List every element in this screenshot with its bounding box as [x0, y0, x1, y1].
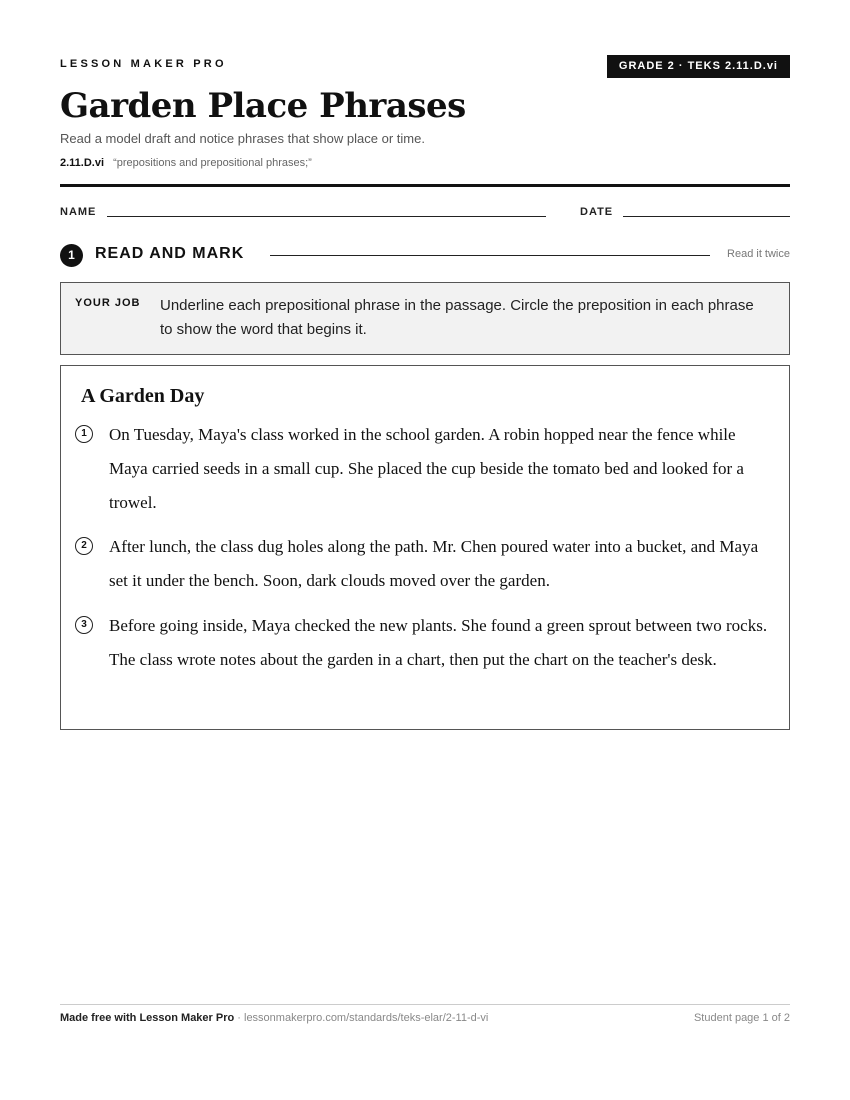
- paragraph-text: On Tuesday, Maya's class worked in the school garden. A robin hopped near the fence while Maya carried seeds in a small cup. She placed the cup beside the tomato bed and looked for a trowel.: [109, 425, 744, 512]
- standard-text: “prepositions and prepositional phrases;”: [113, 157, 312, 169]
- name-field-line[interactable]: [107, 216, 546, 217]
- section-divider: [270, 255, 710, 256]
- section-number-badge: 1: [60, 244, 83, 267]
- date-label: DATE: [580, 206, 614, 218]
- footer-made-with: Made free with Lesson Maker Pro: [60, 1012, 235, 1024]
- instructions-text: Underline each prepositional phrase in the passage. Circle the preposition in each phrase to show the word that begins it.: [160, 297, 754, 338]
- paragraph-text: After lunch, the class dug holes along the path. Mr. Chen poured water into a bucket, and Maya set it under the bench. Soon, dark clouds moved over the garden.: [109, 537, 759, 590]
- footer-separator: ·: [234, 1012, 244, 1024]
- paragraph-number-badge: 2: [75, 537, 93, 555]
- grade-badge: GRADE 2 · TEKS 2.11.D.vi: [607, 55, 790, 78]
- passage-title: A Garden Day: [81, 385, 205, 407]
- date-field-line[interactable]: [623, 216, 790, 217]
- passage-box: [60, 365, 790, 730]
- page-subtitle: Read a model draft and notice phrases that show place or time.: [60, 131, 425, 146]
- worksheet-page: [60, 0, 790, 1100]
- standard-reference: [60, 157, 312, 169]
- name-label: NAME: [60, 206, 97, 218]
- footer-page-number: Student page 1 of 2: [693, 1012, 790, 1024]
- section-title: READ AND MARK: [95, 245, 245, 262]
- paragraph-number-badge: 1: [75, 425, 93, 443]
- footer-credit: [60, 1012, 488, 1024]
- footer-divider: [60, 1004, 790, 1005]
- instructions-label: YOUR JOB: [75, 297, 141, 309]
- header-divider: [60, 184, 790, 187]
- paragraph-number-badge: 3: [75, 616, 93, 634]
- brand-name: LESSON MAKER PRO: [60, 58, 227, 70]
- instructions-box: [60, 282, 790, 355]
- page-title: Garden Place Phrases: [60, 86, 466, 126]
- standard-code: 2.11.D.vi: [60, 157, 105, 169]
- paragraph-text: Before going inside, Maya checked the new plants. She found a green sprout between two rocks. The class wrote notes about the garden in a chart, then put the chart on the teacher's desk.: [109, 616, 768, 669]
- footer-url[interactable]: lessonmakerpro.com/standards/teks-elar/2-11-d-vi: [244, 1012, 489, 1024]
- section-note: Read it twice: [727, 248, 790, 260]
